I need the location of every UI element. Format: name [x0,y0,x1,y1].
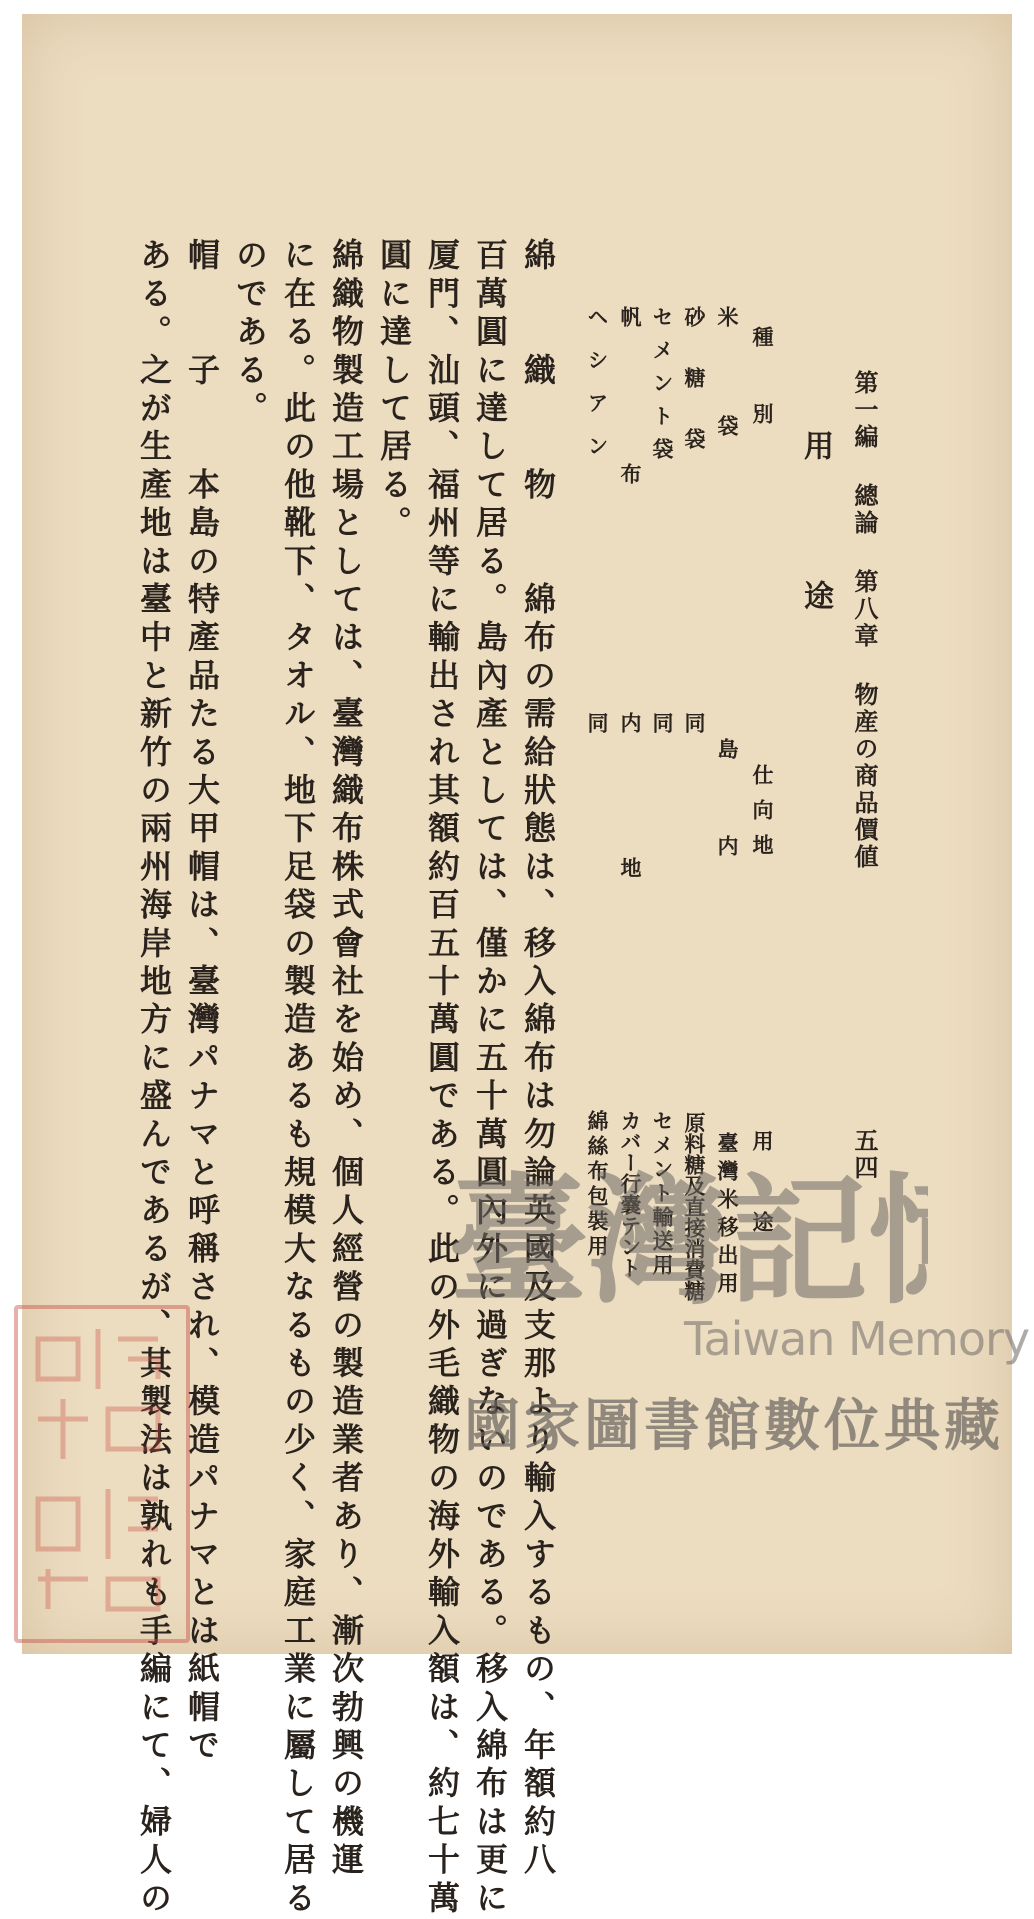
table-row-dest-2: 同 [682,712,707,733]
table-row-kind-4: 帆布 [618,306,643,620]
table-header-destination: 仕向地 [750,764,775,869]
table-row-use-2: 原料糖及直接消費糖 [682,1112,707,1301]
seal-pattern-icon [18,1309,178,1631]
watermark-english: Taiwan Memory [684,1312,1030,1366]
body-column-3: 厦門、汕頭、福州等に輸出され其額約百五十萬圓である。此の外毛織物の海外輸入額は、約七十萬 [423,238,461,1919]
table-row-use-1: 臺灣米移出用 [715,1132,740,1300]
table-header-use: 用途 [750,1130,775,1292]
table-row-kind-5: ヘシアン [585,306,610,478]
watermark-logo [448,1150,928,1324]
table-header-kind: 種別 [750,326,775,480]
body-column-8: 帽 子 本島の特產品たる大甲帽は、臺灣パナマと呼稱され、模造パナマとは紙帽で [183,238,221,1766]
table-row-use-4: カバー行嚢テント [618,1110,643,1278]
body-column-7: のである。 [231,238,269,429]
table-row-dest-3: 同 [650,712,675,733]
table-row-use-5: 綿絲布包裝用 [585,1110,610,1260]
table-row-dest-4: 内地 [618,712,643,1002]
body-column-9: ある。之が生產地は臺中と新竹の兩州海岸地方に盛んであるが、其製法は孰れも手編にて、婦人の [135,238,173,1919]
chapter-header: 第一編 總論 第八章 物産の商品價値 [850,370,879,871]
body-column-2: 百萬圓に達して居る。島內產としては、僅かに五十萬圓內外に過ぎないのである。移入綿布は更に [471,238,509,1919]
library-seal [14,1305,190,1643]
calligraphy-logo-icon [448,1150,928,1320]
watermark-chinese-logo: 臺灣記 [448,1160,869,1320]
table-row-dest-1: 島内 [715,738,740,932]
body-column-4: 圓に達して居る。 [375,238,413,544]
table-row-dest-5: 同 [585,712,610,733]
table-title: 用途 [798,430,833,730]
watermark-chinese-sub: 國家圖書館數位典藏 [464,1394,1004,1459]
body-column-5: 綿織物製造工場としては、臺灣織布株式會社を始め、個人經營の製造業者あり、漸次勃興の機運 [327,238,365,1881]
body-column-1: 綿 織 物 綿布の需給狀態は、移入綿布は勿論英國及支那より輸入するもの、年額約八 [519,238,557,1881]
table-row-use-3: セメント輸送用 [650,1110,675,1278]
body-column-6: に在る。此の他靴下、タオル、地下足袋の製造あるも規模大なるもの少く、家庭工業に屬して居る [279,238,317,1919]
table-row-kind-3: セメント袋 [650,306,675,471]
page-number: 五四 [850,1128,879,1182]
table-row-kind-2: 砂糖袋 [682,306,707,489]
table-row-kind-1: 米袋 [715,306,740,524]
